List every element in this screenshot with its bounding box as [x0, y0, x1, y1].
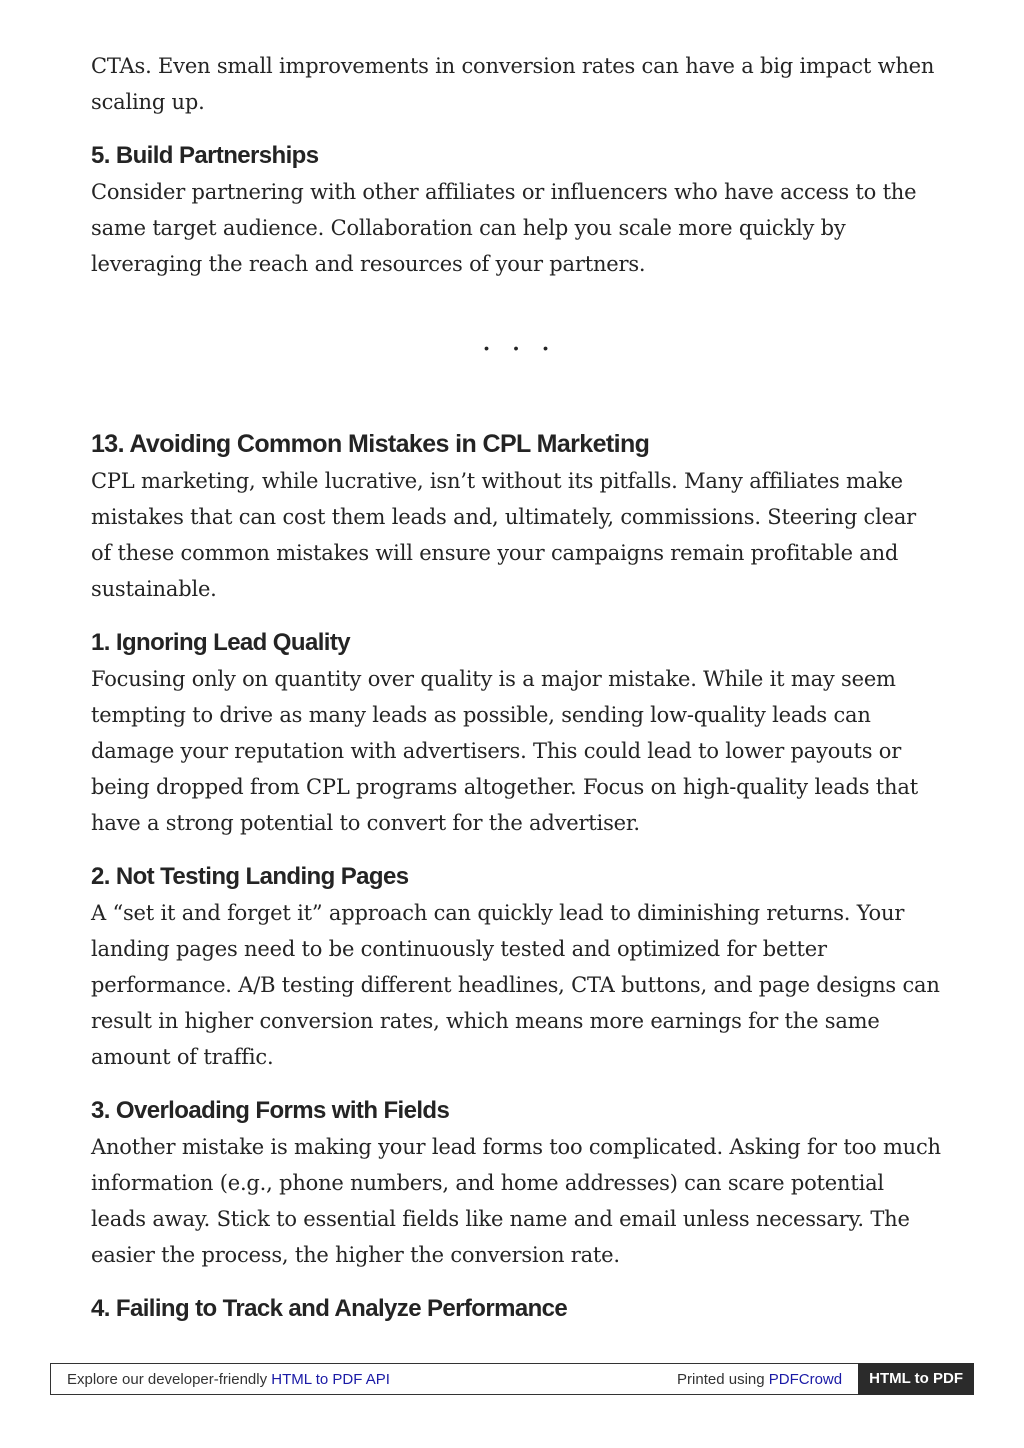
section-separator [91, 282, 941, 427]
article-content [91, 48, 941, 1327]
html-to-pdf-api-link[interactable]: HTML to PDF API [271, 1370, 390, 1388]
footer-left-text: Explore our developer-friendly [67, 1370, 272, 1388]
pdfcrowd-link[interactable]: PDFCrowd [768, 1370, 843, 1388]
section-heading: 13. Avoiding Common Mistakes in CPL Marketing [91, 430, 650, 458]
mistake-4-heading: 4. Failing to Track and Analyze Performance [91, 1295, 568, 1322]
mistake-1-heading: 1. Ignoring Lead Quality [91, 629, 350, 656]
footer-right [677, 1371, 858, 1388]
mistake-1-paragraph: Focusing only on quantity over quality is a major mistake. While it may seem tempting to drive as many leads as possible, sending low-quality leads can damage your reputation with advertisers. This could lead to lower payouts or being dropped from CPL programs altogether. Focus on high-quality leads that have a strong potential to convert for the advertiser. [91, 667, 918, 835]
footer-right-text: Printed using [677, 1370, 769, 1388]
mistake-2-paragraph: A “set it and forget it” approach can quickly lead to diminishing returns. Your landing pages need to be continuously tested and optimized for better performance. A/B testing different headlines, CTA buttons, and page designs can result in higher conversion rates, which means more earnings for the same amount of traffic. [91, 901, 940, 1069]
html-to-pdf-badge[interactable]: HTML to PDF [858, 1363, 974, 1395]
pdfcrowd-footer [50, 1363, 974, 1395]
mistake-2-heading: 2. Not Testing Landing Pages [91, 863, 409, 890]
mistake-3-heading: 3. Overloading Forms with Fields [91, 1097, 450, 1124]
mistake-3-paragraph: Another mistake is making your lead forms too complicated. Asking for too much information (e.g., phone numbers, and home addresses) can scare potential leads away. Stick to essential fields like name and email unless necessary. The easier the process, the higher the conversion rate. [91, 1135, 941, 1267]
partnerships-heading: 5. Build Partnerships [91, 142, 319, 169]
section-intro-paragraph: CPL marketing, while lucrative, isn’t without its pitfalls. Many affiliates make mistakes that can cost them leads and, ultimately, commissions. Steering clear of these common mistakes will ensure your campaigns remain profitable and sustainable. [91, 469, 917, 601]
separator-dots: ... [481, 323, 571, 358]
footer-left [51, 1371, 677, 1388]
intro-continued-paragraph: CTAs. Even small improvements in conversion rates can have a big impact when scaling up. [91, 54, 935, 114]
partnerships-paragraph: Consider partnering with other affiliates or influencers who have access to the same target audience. Collaboration can help you scale more quickly by leveraging the reach and resources of your partners. [91, 180, 917, 276]
